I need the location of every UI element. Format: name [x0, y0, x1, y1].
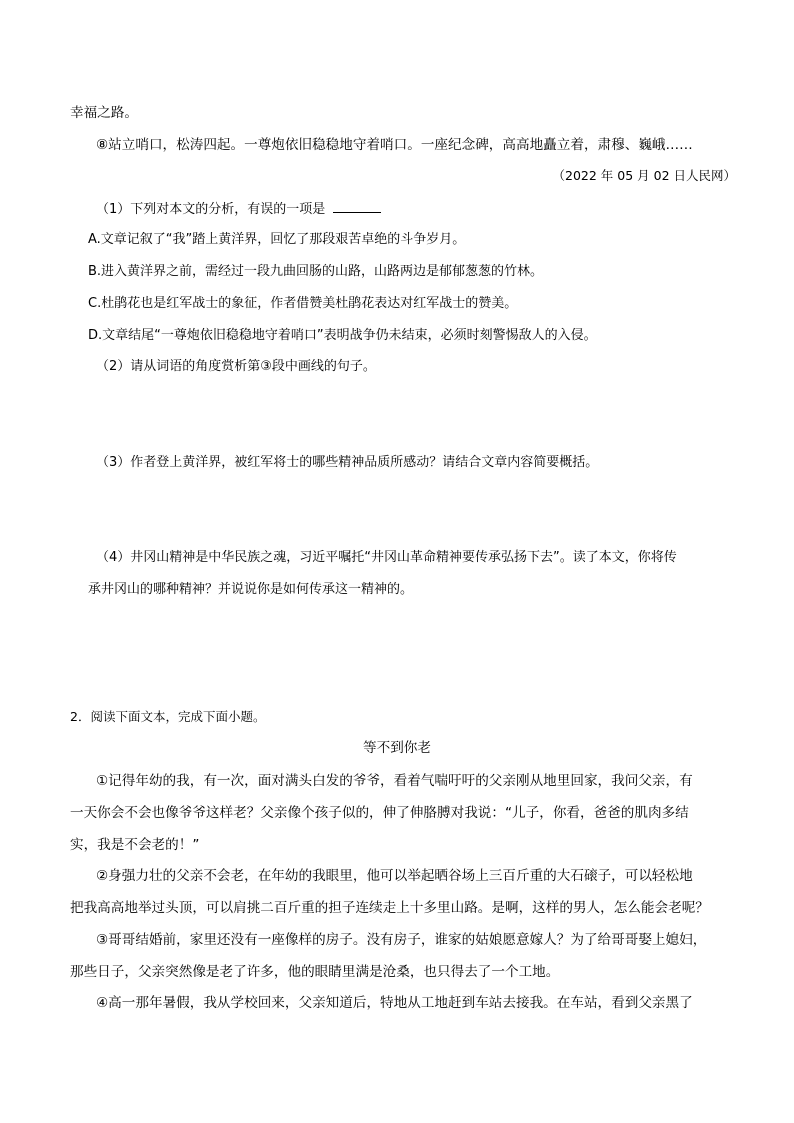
paragraph-1-line-3: 实，我是不会老的！” — [70, 837, 200, 853]
article-title: 等不到你老 — [363, 740, 431, 756]
question-4-line-2: 承井冈山的哪种精神？并说说你是如何传承这一精神的。 — [88, 582, 414, 597]
question-3: （3）作者登上黄洋界，被红军将士的哪些精神品质所感动？请结合文章内容简要概括。 — [96, 455, 599, 470]
paragraph-1-line-1: ①记得年幼的我，有一次，面对满头白发的爷爷，看着气喘吁吁的父亲刚从地里回家，我问父亲，有 — [96, 773, 693, 789]
paragraph-2-line-1: ②身强力壮的父亲不会老，在年幼的我眼里，他可以举起晒谷场上三百斤重的大石磙子，可以轻松地 — [96, 868, 693, 884]
passage-ending-line: 幸福之路。 — [70, 105, 138, 121]
paragraph-3-line-1: ③哥哥结婚前，家里还没有一座像样的房子。没有房子，谁家的姑娘愿意嫁人？为了给哥哥娶上媳妇， — [96, 932, 707, 948]
paragraph-8: ⑧站立哨口，松涛四起。一尊炮依旧稳稳地守着哨口。一座纪念碑，高高地矗立着，肃穆、巍峨…… — [96, 137, 693, 153]
paragraph-1-line-2: 一天你会不会也像爷爷这样老？父亲像个孩子似的，伸了伸胳膊对我说：“儿子，你看，爸爸的肌肉多结 — [70, 805, 689, 821]
question-1-stem: （1）下列对本文的分析，有误的一项是 — [96, 202, 326, 217]
paragraph-4-line-1: ④高一那年暑假，我从学校回来，父亲知道后，特地从工地赶到车站去接我。在车站，看到父亲黑了 — [96, 995, 693, 1011]
option-d: D.文章结尾“一尊炮依旧稳稳地守着哨口”表明战争仍未结束，必须时刻警惕敌人的入侵。 — [88, 328, 597, 343]
option-a: A.文章记叙了“我”踏上黄洋界，回忆了那段艰苦卓绝的斗争岁月。 — [88, 232, 466, 247]
paragraph-3-line-2: 那些日子，父亲突然像是老了许多，他的眼睛里满是沧桑，也只得去了一个工地。 — [70, 964, 560, 980]
question-1 — [96, 198, 736, 220]
option-b: B.进入黄洋界之前，需经过一段九曲回肠的山路，山路两边是郁郁葱葱的竹林。 — [88, 264, 544, 279]
paragraph-2-line-2: 把我高高地举过头顶，可以肩挑二百斤重的担子连续走上十多里山路。是啊，这样的男人，怎么能会老呢？ — [70, 900, 709, 916]
answer-blank[interactable] — [333, 198, 381, 213]
source-citation: （2022 年 05 月 02 日人民网） — [552, 168, 736, 183]
option-c: C.杜鹃花也是红军战士的象征，作者借赞美杜鹃花表达对红军战士的赞美。 — [88, 296, 518, 311]
section-2-heading: 2．阅读下面文本，完成下面小题。 — [70, 709, 266, 724]
question-4-line-1: （4）井冈山精神是中华民族之魂，习近平嘱托“井冈山革命精神要传承弘扬下去”。读了本文，你将传 — [96, 550, 677, 565]
question-2: （2）请从词语的角度赏析第③段中画线的句子。 — [96, 359, 376, 374]
